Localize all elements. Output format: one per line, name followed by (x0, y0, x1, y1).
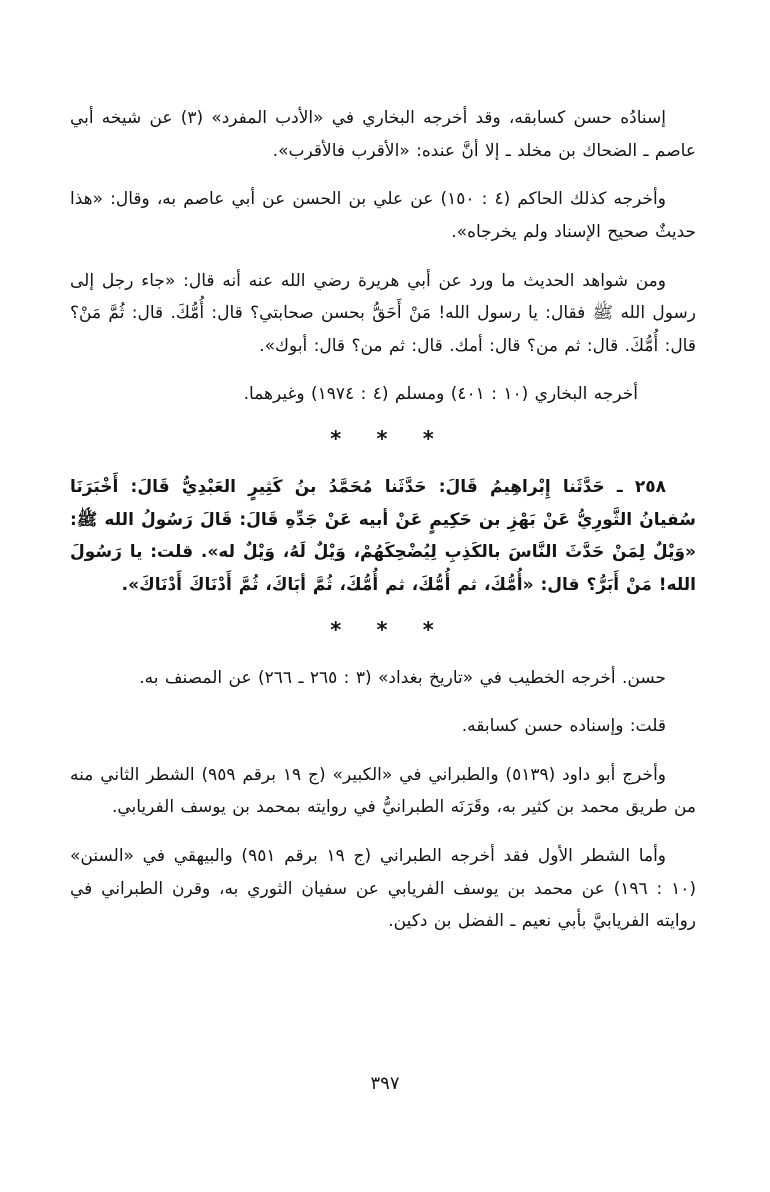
page-body (70, 102, 696, 938)
paragraph-isnad-note: إسنادُه حسن كسابقه، وقد أخرجه البخاري في «الأدب المفرد» (٣) عن شيخه أبي عاصم ـ الضحاك بن مخلد ـ إلا أنَّ عنده: «الأقرب فالأقرب». (70, 108, 696, 161)
paragraph-hakim-reference: وأخرجه كذلك الحاكم (٤ : ١٥٠) عن علي بن الحسن عن أبي عاصم به، وقال: «هذا حديثٌ صحيح الإسناد ولم يخرجاه». (70, 189, 696, 242)
page-footer (0, 1073, 770, 1094)
asterisk-separator: * * * (330, 427, 436, 451)
page-number: ٣٩٧ (370, 1073, 400, 1094)
paragraph-takhrij-bukhari-muslim: أخرجه البخاري (١٠ : ٤٠١) ومسلم (٤ : ١٩٧٤) وغيرهما. (243, 384, 638, 405)
paragraph-qultu: قلت: وإسناده حسن كسابقه. (461, 716, 666, 737)
asterisk-separator: * * * (330, 617, 436, 642)
paragraph-grading: حسن. أخرجه الخطيب في «تاريخ بغداد» (٣ : ٢٦٥ ـ ٢٦٦) عن المصنف به. (139, 667, 666, 688)
paragraph-shawahid: ومن شواهد الحديث ما ورد عن أبي هريرة رضي الله عنه أنه قال: «جاء رجل إلى رسول الله ﷺ فقال: يا رسول الله! مَنْ أَحَقُّ بحسن صحابتي؟ قال: أُمُّكَ. قال: ثُمَّ مَنْ؟ قال: أُمُّكَ. قال: ثم من؟ قال: أمك. قال: ثم من؟ قال: أبوك». (70, 270, 696, 356)
paragraph-abu-dawud-tabarani: وأخرج أبو داود (٥١٣٩) والطبراني في «الكبير» (ج ١٩ برقم ٩٥٩) الشطر الثاني منه من طريق محمد بن كثير به، وقَرَنَه الطبرانيُّ في روايته بمحمد بن يوسف الفريابي. (70, 764, 696, 818)
paragraph-hadith-258: ٢٥٨ ـ حَدَّثَنا إِبْراهِيمُ قَالَ: حَدَّثَنا مُحَمَّدُ بنُ كَثِيرٍ العَبْدِيُّ قَالَ: أَخْبَرَنَا سُفيانُ الثَّورِيُّ عَنْ بَهْزِ بن حَكِيمٍ عَنْ أبيه عَنْ جَدِّهِ قَالَ: قَالَ رَسُولُ الله ﷺ: «وَيْلٌ لِمَنْ حَدَّثَ النَّاسَ بالكَذِبِ لِيُضْحِكَهُمْ، وَيْلٌ لَهُ، وَيْلٌ له». قلت: يا رَسُولَ الله! مَنْ أَبَرُّ؟ قال: «أُمُّكَ، ثم أُمُّكَ، ثم أُمُّكَ، ثُمَّ أبَاكَ، ثُمَّ أَدْنَاكَ أَدْنَاكَ». (70, 477, 696, 595)
paragraph-first-part-takhrij: وأما الشطر الأول فقد أخرجه الطبراني (ج ١٩ برقم ٩٥١) والبيهقي في «السنن» (١٠ : ١٩٦) عن محمد بن يوسف الفريابي عن سفيان الثوري به، وقرن الطبراني في روايته الفريابيَّ بأبي نعيم ـ الفضل بن دكين. (70, 846, 696, 932)
